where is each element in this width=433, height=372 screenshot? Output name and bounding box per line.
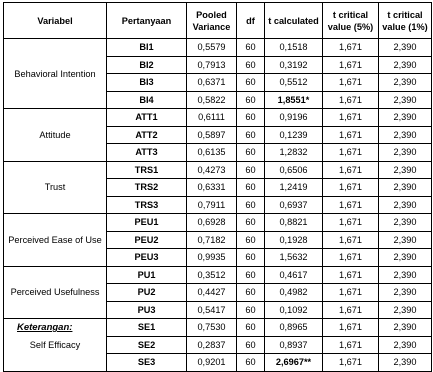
t-critical-5-cell: 1,671	[323, 336, 379, 354]
pooled-variance-cell: 0,4427	[187, 284, 237, 302]
question-code-cell: PEU1	[107, 214, 187, 232]
pooled-variance-cell: 0,6371	[187, 74, 237, 92]
df-cell: 60	[237, 336, 265, 354]
table-row	[4, 266, 432, 284]
df-cell: 60	[237, 161, 265, 179]
t-critical-5-cell: 1,671	[323, 161, 379, 179]
t-calculated-cell: 0,6937	[265, 196, 323, 214]
pooled-variance-cell: 0,6135	[187, 144, 237, 162]
df-cell: 60	[237, 196, 265, 214]
pooled-variance-cell: 0,9935	[187, 249, 237, 267]
question-code-cell: TRS3	[107, 196, 187, 214]
pooled-variance-cell: 0,7911	[187, 196, 237, 214]
header-t-calculated: t calculated	[265, 3, 323, 39]
header-df: df	[237, 3, 265, 39]
t-critical-1-cell: 2,390	[379, 319, 432, 337]
variable-cell: Perceived Ease of Use	[4, 214, 107, 267]
t-critical-5-cell: 1,671	[323, 179, 379, 197]
header-t-critical-1: t critical value (1%)	[379, 3, 432, 39]
t-critical-1-cell: 2,390	[379, 231, 432, 249]
header-pooled-variance: Pooled Variance	[187, 3, 237, 39]
header-t-critical-5: t critical value (5%)	[323, 3, 379, 39]
t-critical-1-cell: 2,390	[379, 336, 432, 354]
t-calculated-cell: 0,8821	[265, 214, 323, 232]
pooled-variance-cell: 0,5897	[187, 126, 237, 144]
question-code-cell: BI1	[107, 39, 187, 57]
question-code-cell: PU3	[107, 301, 187, 319]
df-cell: 60	[237, 144, 265, 162]
question-code-cell: SE1	[107, 319, 187, 337]
t-critical-5-cell: 1,671	[323, 144, 379, 162]
t-critical-5-cell: 1,671	[323, 214, 379, 232]
pooled-variance-cell: 0,7530	[187, 319, 237, 337]
header-row	[4, 3, 432, 39]
question-code-cell: ATT3	[107, 144, 187, 162]
header-pertanyaan: Pertanyaan	[107, 3, 187, 39]
footnote-label: Keterangan:	[17, 322, 73, 333]
t-calculated-cell: 1,8551*	[265, 91, 323, 109]
t-test-table	[3, 2, 432, 372]
pooled-variance-cell: 0,3512	[187, 266, 237, 284]
t-calculated-cell: 1,2419	[265, 179, 323, 197]
t-calculated-cell: 0,1928	[265, 231, 323, 249]
t-critical-5-cell: 1,671	[323, 301, 379, 319]
t-calculated-cell: 0,3192	[265, 56, 323, 74]
variable-cell: Attitude	[4, 109, 107, 162]
t-critical-5-cell: 1,671	[323, 109, 379, 127]
t-critical-5-cell: 1,671	[323, 249, 379, 267]
pooled-variance-cell: 0,2837	[187, 336, 237, 354]
df-cell: 60	[237, 74, 265, 92]
df-cell: 60	[237, 39, 265, 57]
pooled-variance-cell: 0,7913	[187, 56, 237, 74]
variable-cell: Perceived Usefulness	[4, 266, 107, 319]
t-critical-1-cell: 2,390	[379, 354, 432, 372]
df-cell: 60	[237, 126, 265, 144]
variable-cell: Behavioral Intention	[4, 39, 107, 109]
t-critical-1-cell: 2,390	[379, 214, 432, 232]
question-code-cell: ATT1	[107, 109, 187, 127]
question-code-cell: ATT2	[107, 126, 187, 144]
t-critical-1-cell: 2,390	[379, 249, 432, 267]
t-critical-1-cell: 2,390	[379, 56, 432, 74]
table-row	[4, 161, 432, 179]
t-critical-5-cell: 1,671	[323, 196, 379, 214]
t-calculated-cell: 1,5632	[265, 249, 323, 267]
variable-cell: Trust	[4, 161, 107, 214]
pooled-variance-cell: 0,5822	[187, 91, 237, 109]
df-cell: 60	[237, 179, 265, 197]
question-code-cell: SE3	[107, 354, 187, 372]
question-code-cell: BI4	[107, 91, 187, 109]
t-critical-1-cell: 2,390	[379, 39, 432, 57]
df-cell: 60	[237, 214, 265, 232]
t-critical-5-cell: 1,671	[323, 319, 379, 337]
table-row	[4, 39, 432, 57]
t-critical-1-cell: 2,390	[379, 179, 432, 197]
pooled-variance-cell: 0,6928	[187, 214, 237, 232]
t-critical-1-cell: 2,390	[379, 284, 432, 302]
table-row	[4, 214, 432, 232]
question-code-cell: BI2	[107, 56, 187, 74]
df-cell: 60	[237, 56, 265, 74]
t-critical-5-cell: 1,671	[323, 354, 379, 372]
t-critical-1-cell: 2,390	[379, 126, 432, 144]
pooled-variance-cell: 0,9201	[187, 354, 237, 372]
t-critical-5-cell: 1,671	[323, 74, 379, 92]
t-critical-5-cell: 1,671	[323, 284, 379, 302]
df-cell: 60	[237, 319, 265, 337]
t-critical-1-cell: 2,390	[379, 74, 432, 92]
df-cell: 60	[237, 266, 265, 284]
t-calculated-cell: 0,4617	[265, 266, 323, 284]
pooled-variance-cell: 0,4273	[187, 161, 237, 179]
question-code-cell: PU1	[107, 266, 187, 284]
t-critical-5-cell: 1,671	[323, 266, 379, 284]
t-critical-1-cell: 2,390	[379, 109, 432, 127]
t-critical-5-cell: 1,671	[323, 231, 379, 249]
question-code-cell: PEU2	[107, 231, 187, 249]
df-cell: 60	[237, 249, 265, 267]
df-cell: 60	[237, 301, 265, 319]
t-critical-1-cell: 2,390	[379, 266, 432, 284]
t-calculated-cell: 0,4982	[265, 284, 323, 302]
t-calculated-cell: 1,2832	[265, 144, 323, 162]
question-code-cell: BI3	[107, 74, 187, 92]
t-calculated-cell: 2,6967**	[265, 354, 323, 372]
t-critical-1-cell: 2,390	[379, 301, 432, 319]
t-critical-5-cell: 1,671	[323, 126, 379, 144]
t-calculated-cell: 0,5512	[265, 74, 323, 92]
t-critical-1-cell: 2,390	[379, 144, 432, 162]
t-calculated-cell: 0,8937	[265, 336, 323, 354]
pooled-variance-cell: 0,6111	[187, 109, 237, 127]
t-critical-5-cell: 1,671	[323, 91, 379, 109]
pooled-variance-cell: 0,5417	[187, 301, 237, 319]
df-cell: 60	[237, 91, 265, 109]
pooled-variance-cell: 0,6331	[187, 179, 237, 197]
t-critical-1-cell: 2,390	[379, 91, 432, 109]
question-code-cell: PEU3	[107, 249, 187, 267]
df-cell: 60	[237, 231, 265, 249]
t-critical-1-cell: 2,390	[379, 161, 432, 179]
t-critical-1-cell: 2,390	[379, 196, 432, 214]
t-critical-5-cell: 1,671	[323, 39, 379, 57]
variable-cell: Self Efficacy	[4, 319, 107, 372]
t-calculated-cell: 0,9196	[265, 109, 323, 127]
pooled-variance-cell: 0,7182	[187, 231, 237, 249]
t-calculated-cell: 0,8965	[265, 319, 323, 337]
t-calculated-cell: 0,6506	[265, 161, 323, 179]
question-code-cell: TRS1	[107, 161, 187, 179]
table-row	[4, 109, 432, 127]
question-code-cell: TRS2	[107, 179, 187, 197]
t-calculated-cell: 0,1239	[265, 126, 323, 144]
df-cell: 60	[237, 284, 265, 302]
header-variabel: Variabel	[4, 3, 107, 39]
df-cell: 60	[237, 354, 265, 372]
question-code-cell: PU2	[107, 284, 187, 302]
t-calculated-cell: 0,1092	[265, 301, 323, 319]
t-critical-5-cell: 1,671	[323, 56, 379, 74]
df-cell: 60	[237, 109, 265, 127]
question-code-cell: SE2	[107, 336, 187, 354]
t-calculated-cell: 0,1518	[265, 39, 323, 57]
pooled-variance-cell: 0,5579	[187, 39, 237, 57]
